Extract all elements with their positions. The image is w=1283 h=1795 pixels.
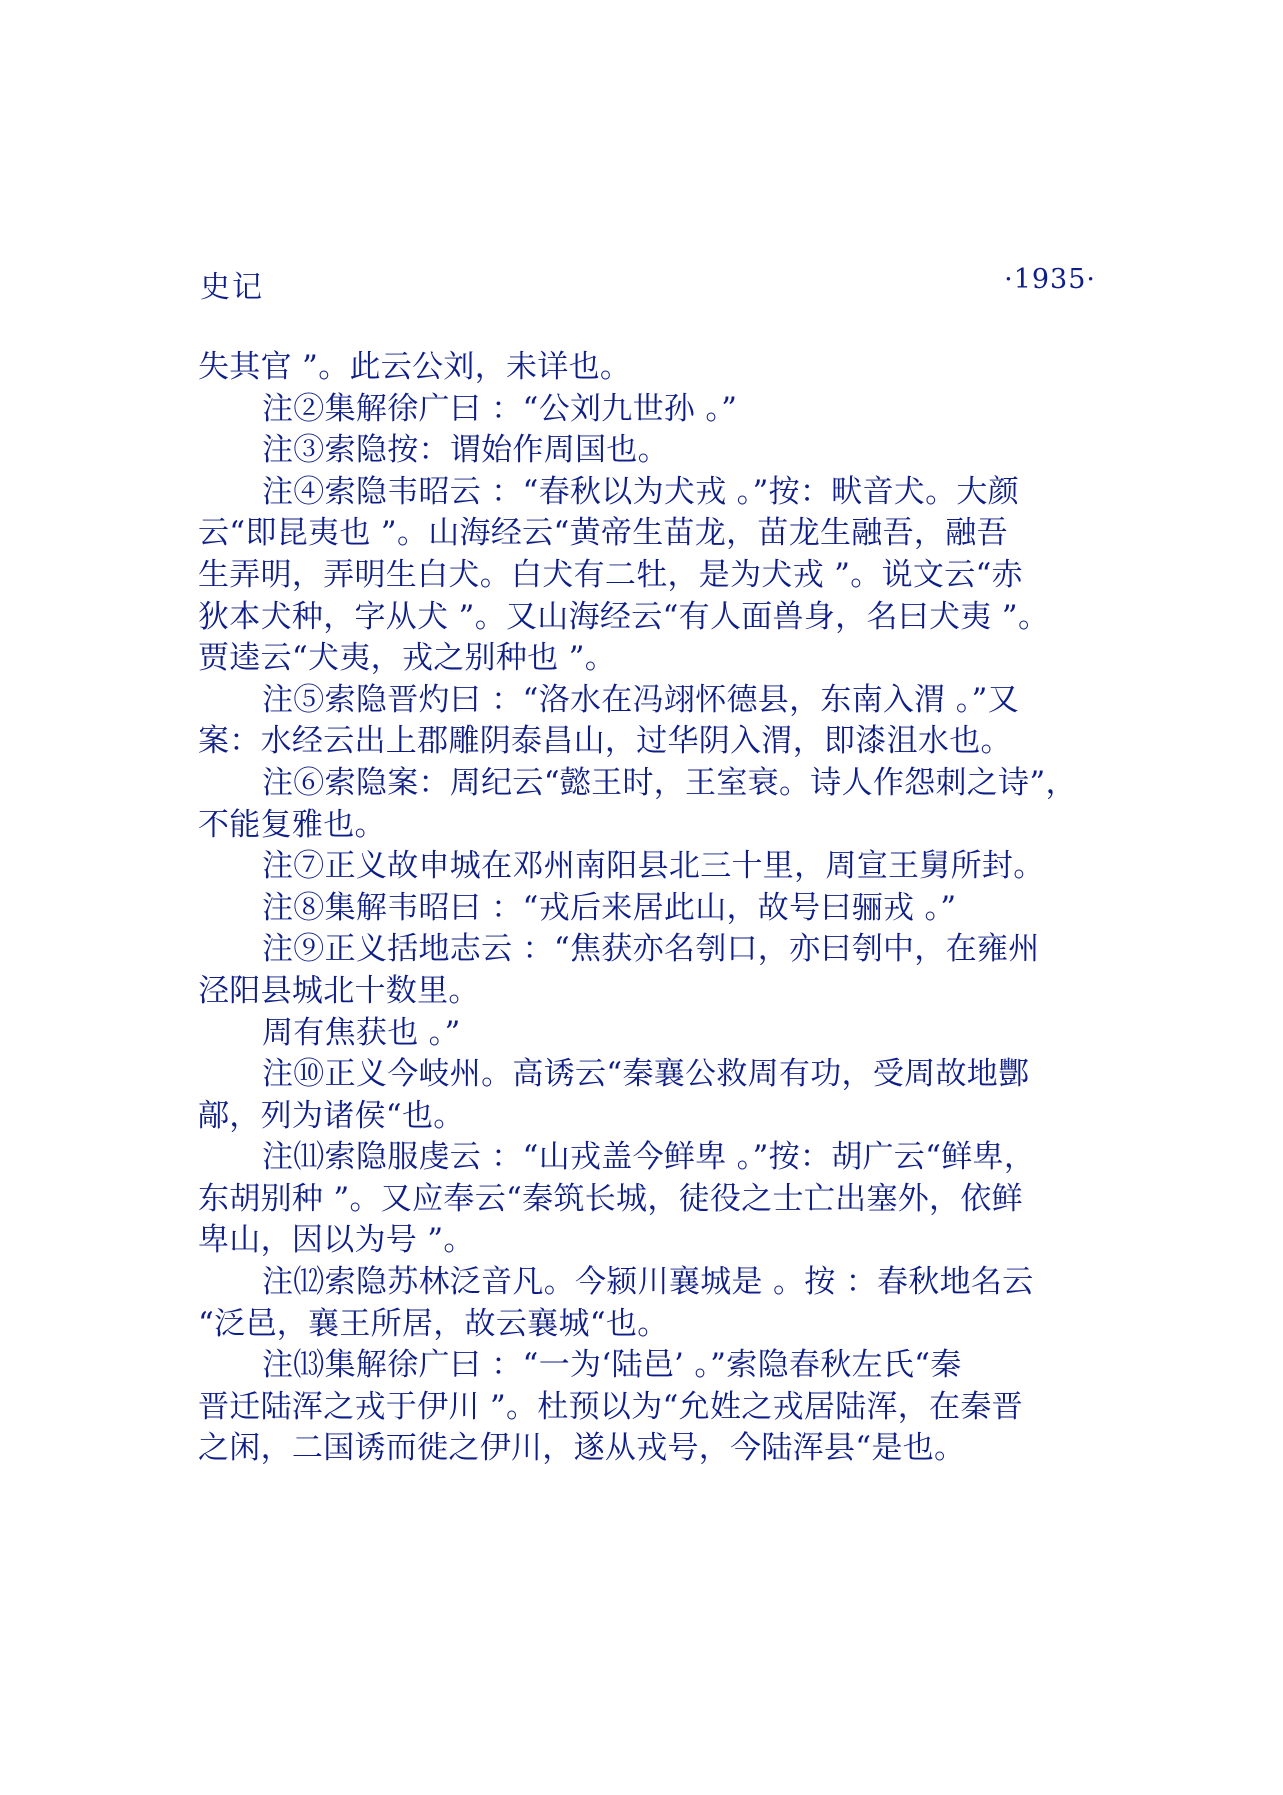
text-line: 云“即昆夷也 ”。山海经云“黄帝生苗龙，苗龙生融吾，融吾 — [198, 515, 1008, 552]
text-line: 失其官 ”。此云公刘，未详也。 — [198, 349, 632, 385]
text-line: 注⒀集解徐广曰 ：“一为‘陆邑’ 。”索隐春秋左氏“秦 — [262, 1347, 962, 1384]
text-line: 注⑤索隐晋灼曰 ：“洛水在冯翊怀德县，东南入渭 。”又 — [262, 681, 1020, 718]
text-line: 泾阳县城北十数里。 — [198, 972, 480, 1009]
book-title: 史记 — [200, 270, 264, 305]
text-line: 东胡别种 ”。又应奉云“秦筑长城，徒役之士亡出塞外，依鲜 — [198, 1180, 1023, 1217]
text-line: 案：水经云出上郡雕阴泰昌山，过华阴入渭，即漆沮水也。 — [198, 723, 1012, 760]
text-line: 贾逵云“犬夷，戎之别种也 ”。 — [198, 640, 617, 677]
text-line: 卑山，因以为号 ”。 — [198, 1222, 475, 1259]
text-line: 狄本犬种，字从犬 ”。又山海经云“有人面兽身，名曰犬夷 ”。 — [198, 598, 1050, 635]
text-line: 注⑿索隐苏林泛音凡。今颍川襄城是 。按 ：春秋地名云 — [262, 1264, 1034, 1301]
text-line: 鄗，列为诸侯“也。 — [198, 1097, 465, 1134]
page-number: ·1935· — [1004, 264, 1096, 295]
text-line: 生弄明，弄明生白犬。白犬有二牡，是为犬戎 ”。说文云“赤 — [198, 556, 1023, 593]
text-line: 注④索隐韦昭云 ：“春秋以为犬戎 。”按：畎音犬。大颜 — [262, 473, 1020, 510]
text-line: 注⑦正义故申城在邓州南阳县北三十里，周宣王舅所封。 — [262, 848, 1045, 885]
annotation-text-block — [198, 347, 1103, 1470]
text-line: 不能复雅也。 — [198, 806, 386, 843]
text-line: 注⑾索隐服虔云 ：“山戎盖今鲜卑 。”按：胡广云“鲜卑， — [262, 1139, 1036, 1176]
text-line: “泛邑，襄王所居，故云襄城“也。 — [198, 1305, 669, 1342]
text-line: 注⑩正义今岐州。高诱云“秦襄公救周有功，受周故地酆 — [262, 1056, 1030, 1093]
text-line: 注③索隐按：谓始作周国也。 — [262, 432, 669, 469]
text-line: 晋迁陆浑之戎于伊川 ”。杜预以为“允姓之戎居陆浑，在秦晋 — [198, 1388, 1023, 1425]
text-line: 之闲，二国诱而徙之伊川，遂从戎号，今陆浑县“是也。 — [198, 1430, 966, 1467]
text-line: 注②集解徐广曰 ：“公刘九世孙 。” — [262, 390, 738, 427]
text-line: 注⑧集解韦昭曰 ：“戎后来居此山，故号曰骊戎 。” — [262, 889, 957, 926]
running-head — [200, 262, 1096, 305]
text-line: 注⑥索隐案：周纪云“懿王时，王室衰。诗人作怨刺之诗”， — [262, 764, 1077, 801]
text-line: 注⑨正义括地志云 ：“焦获亦名刳口，亦曰刳中，在雍州 — [262, 931, 1040, 968]
text-line: 周有焦获也 。” — [262, 1014, 461, 1051]
